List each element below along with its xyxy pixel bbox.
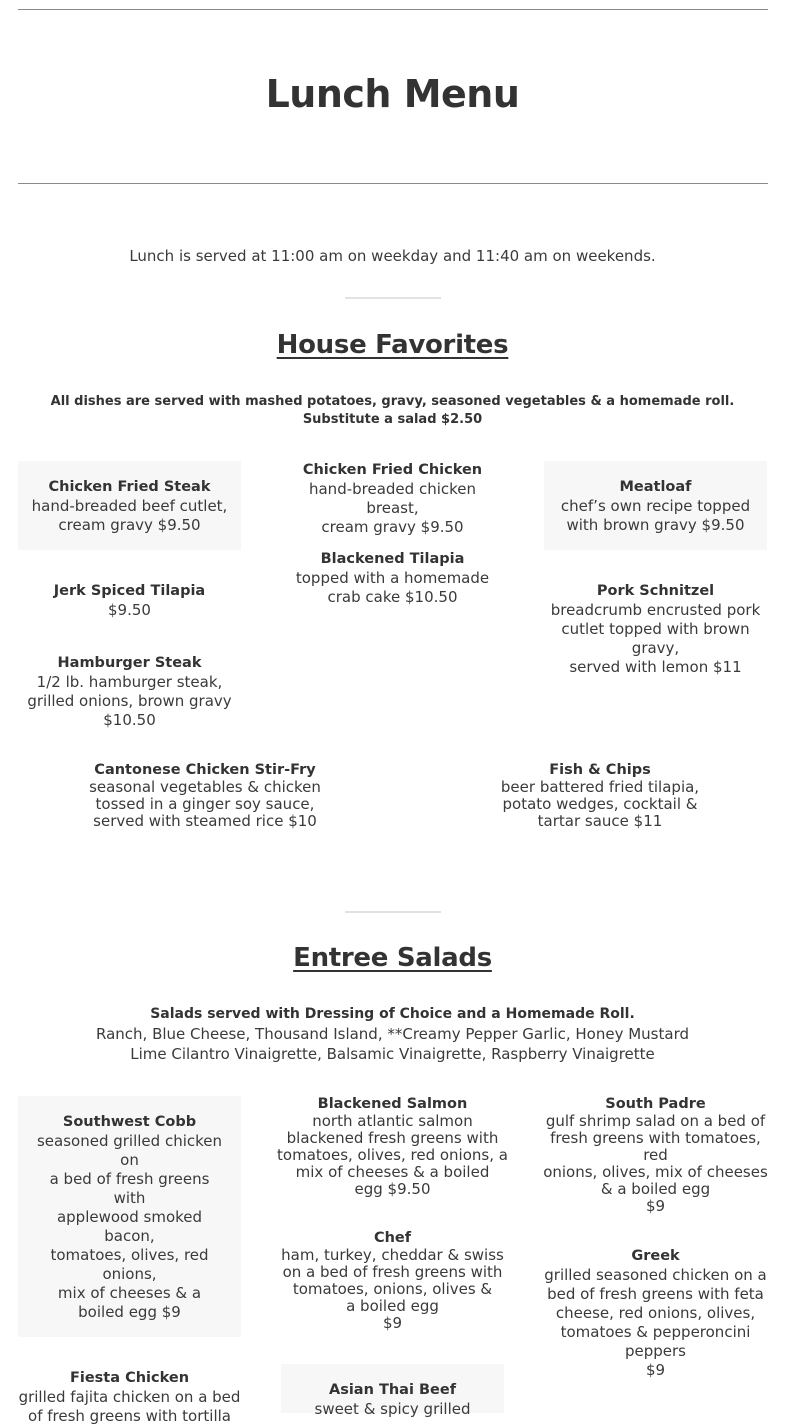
dressing-list-line: Ranch, Blue Cheese, Thousand Island, **Creamy Pepper Garlic, Honey Mustard	[95, 1025, 689, 1043]
item-name: Hamburger Steak	[57, 655, 202, 671]
title-divider	[18, 183, 768, 184]
item-description: sweet & spicy grilled	[314, 1400, 471, 1418]
item-description: $9.50	[108, 601, 151, 619]
menu-item-pork-schnitzel	[544, 582, 767, 677]
menu-item-jerk-spiced-tilapia	[18, 582, 241, 620]
menu-item-fish-and-chips	[465, 762, 735, 830]
menu-item-meatloaf	[544, 461, 767, 550]
item-name: Blackened Salmon	[317, 1096, 468, 1112]
menu-item-chef	[276, 1230, 509, 1332]
house-favorites-note	[0, 393, 785, 429]
item-name: South Padre	[605, 1096, 706, 1112]
item-name: Pork Schnitzel	[596, 583, 715, 599]
sides-note: All dishes are served with mashed potatoes, gravy, seasoned vegetables & a homemade roll.	[50, 394, 735, 409]
item-name: Southwest Cobb	[62, 1114, 197, 1130]
menu-item-chicken-fried-chicken	[281, 461, 504, 537]
item-name: Jerk Spiced Tilapia	[53, 583, 206, 599]
lunch-hours-text: Lunch is served at 11:00 am on weekday and 11:40 am on weekends.	[129, 247, 656, 265]
item-description: grilled fajita chicken on a bed of fresh greens with tortilla	[18, 1388, 241, 1425]
item-name: Meatloaf	[619, 479, 692, 495]
item-description: seasoned grilled chicken on a bed of fresh greens with applewood smoked bacon, tomatoes, olives, red onions, mix of cheeses & a boiled egg $9	[36, 1132, 223, 1321]
menu-item-cantonese-chicken-stir-fry	[70, 762, 340, 830]
salad-substitute-note: Substitute a salad $2.50	[302, 412, 483, 427]
menu-item-greek	[539, 1247, 772, 1380]
item-description: north atlantic salmon blackened fresh greens with tomatoes, olives, red onions, a mix of cheeses & a boiled egg $9.50	[277, 1112, 508, 1198]
menu-item-hamburger-steak	[18, 654, 241, 730]
item-name: Cantonese Chicken Stir-Fry	[94, 762, 316, 778]
item-name: Chicken Fried Steak	[48, 479, 211, 495]
item-description: 1/2 lb. hamburger steak, grilled onions, brown gravy $10.50	[27, 673, 232, 729]
item-description: grilled seasoned chicken on a bed of fresh greens with feta cheese, red onions, olives, tomatoes & pepperoncini peppers $9	[544, 1266, 767, 1379]
menu-item-fiesta-chicken	[14, 1369, 245, 1425]
top-divider	[18, 9, 768, 10]
menu-item-chicken-fried-steak	[18, 461, 241, 550]
item-description: chef’s own recipe topped with brown gravy $9.50	[560, 497, 751, 534]
item-name: Asian Thai Beef	[328, 1382, 457, 1398]
house-favorites-heading: House Favorites	[276, 330, 509, 360]
item-name: Greek	[631, 1248, 680, 1264]
page-title: Lunch Menu	[265, 72, 520, 116]
item-description: ham, turkey, cheddar & swiss on a bed of fresh greens with tomatoes, onions, olives & a boiled egg $9	[281, 1246, 504, 1332]
item-description: hand-breaded chicken breast, cream gravy $9.50	[308, 480, 476, 536]
item-description: topped with a homemade crab cake $10.50	[295, 569, 490, 606]
item-description: gulf shrimp salad on a bed of fresh greens with tomatoes, red onions, olives, mix of cheeses & a boiled egg $9	[543, 1112, 768, 1215]
item-description: beer battered fried tilapia, potato wedges, cocktail & tartar sauce $11	[500, 778, 700, 830]
item-name: Chef	[373, 1230, 412, 1246]
item-name: Fiesta Chicken	[69, 1370, 190, 1386]
item-name: Chicken Fried Chicken	[302, 462, 483, 478]
menu-item-asian-thai-beef	[281, 1364, 504, 1418]
menu-item-southwest-cobb	[18, 1096, 241, 1337]
section-divider	[345, 911, 441, 913]
menu-item-blackened-tilapia	[281, 550, 504, 607]
menu-item-south-padre	[539, 1096, 772, 1215]
dressing-list-line: Lime Cilantro Vinaigrette, Balsamic Vinaigrette, Raspberry Vinaigrette	[130, 1045, 655, 1063]
section-divider	[345, 297, 441, 299]
item-description: seasonal vegetables & chicken tossed in a ginger soy sauce, served with steamed rice $10	[89, 778, 321, 830]
salads-note: Salads served with Dressing of Choice and a Homemade Roll.	[150, 1006, 635, 1022]
item-name: Fish & Chips	[549, 762, 651, 778]
item-name: Blackened Tilapia	[320, 551, 465, 567]
item-description: hand-breaded beef cutlet, cream gravy $9.50	[31, 497, 228, 534]
entree-salads-heading: Entree Salads	[293, 943, 492, 973]
item-description: breadcrumb encrusted pork cutlet topped with brown gravy, served with lemon $11	[550, 601, 761, 676]
menu-item-blackened-salmon	[276, 1096, 509, 1198]
dressing-options	[0, 1024, 785, 1064]
